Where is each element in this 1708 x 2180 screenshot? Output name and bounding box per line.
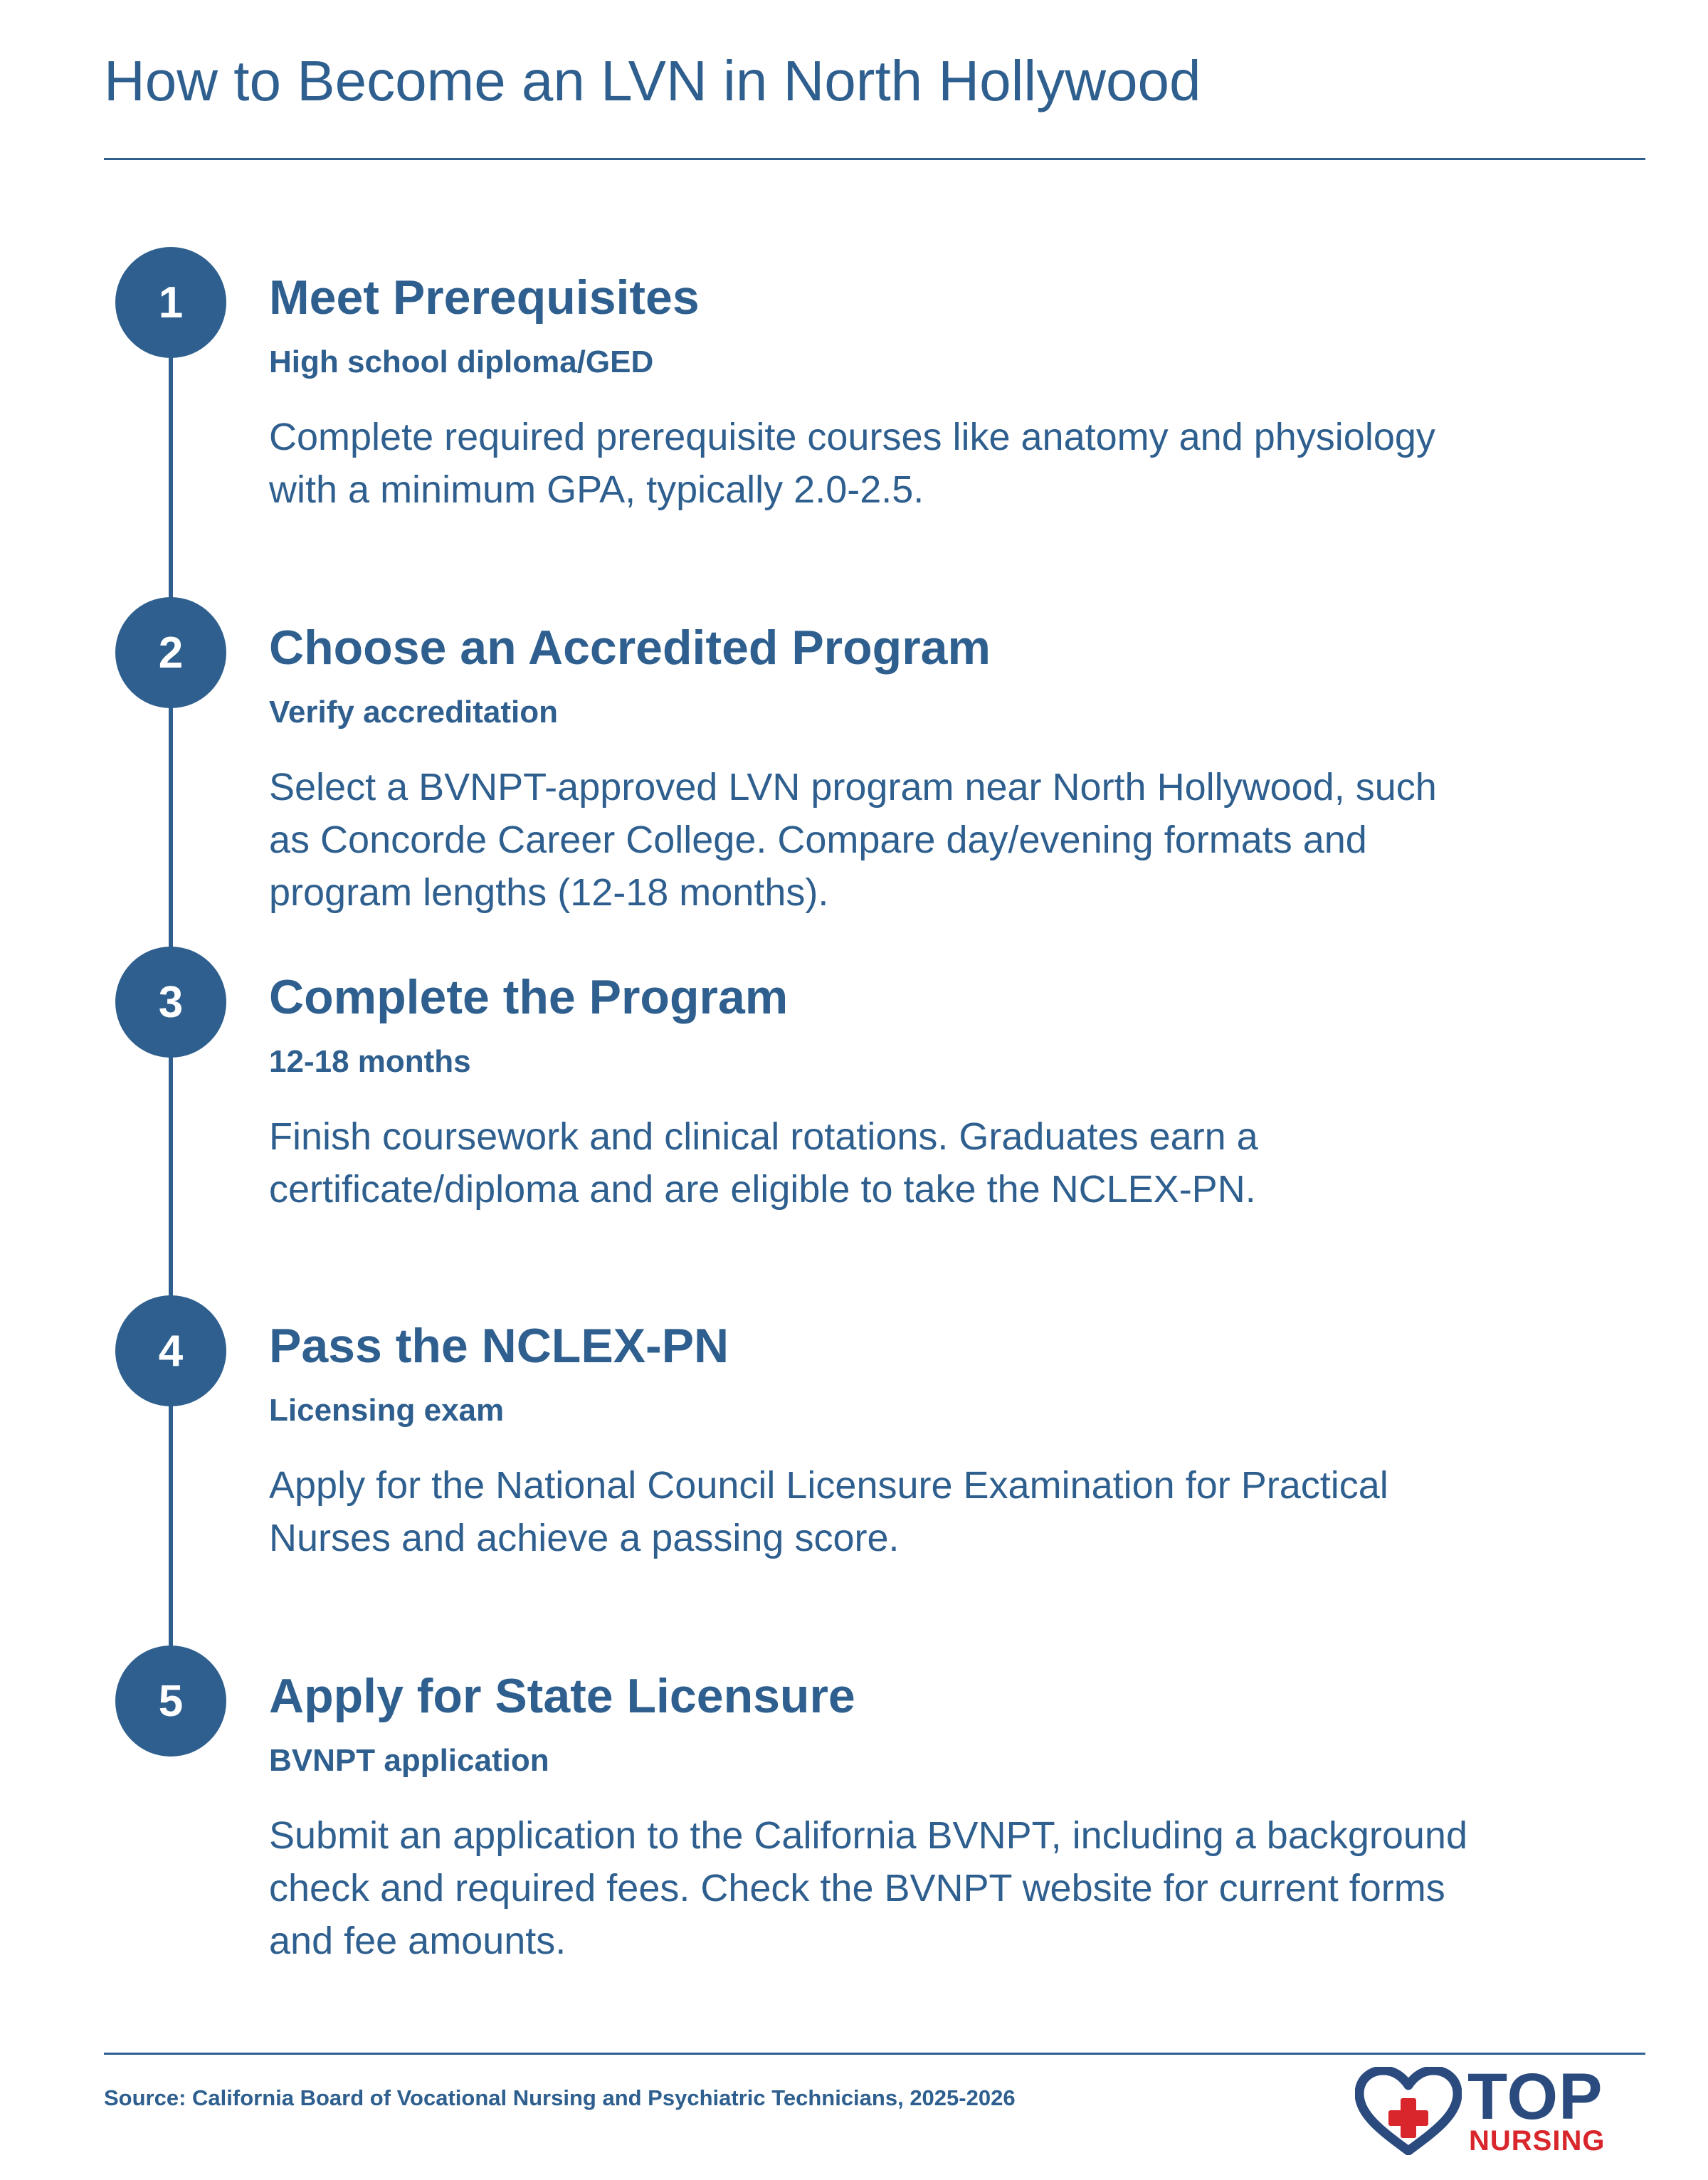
step-description: Select a BVNPT-approved LVN program near North Hollywood, such as Concorde Career College. Compare day/evening formats and program lengths (12-18 months). [269,766,1437,914]
step-subtitle: 12-18 months [269,1044,471,1079]
step-number-badge: 3 [115,947,226,1058]
top-nursing-logo [1355,2060,1647,2157]
page-title: How to Become an LVN in North Hollywood [104,49,1201,112]
step-number-badge: 1 [115,247,226,358]
step-subtitle: Verify accreditation [269,695,558,730]
step-subtitle: BVNPT application [269,1743,549,1778]
step-title: Apply for State Licensure [269,1669,855,1723]
source-citation: Source: California Board of Vocational Nursing and Psychiatric Technicians, 2025-2026 [104,2085,1016,2110]
step-description: Submit an application to the California BVNPT, including a background check and required fees. Check the BVNPT website for current forms and fee amounts. [269,1814,1467,1962]
logo-wordmark-bottom: NURSING [1469,2125,1606,2157]
footer-divider [104,2053,1645,2055]
step-number-badge: 4 [115,1295,226,1406]
step-title: Choose an Accredited Program [269,621,991,675]
step-subtitle: High school diploma/GED [269,344,654,379]
logo-wordmark-top: TOP [1467,2060,1603,2133]
step-description: Complete required prerequisite courses like anatomy and physiology with a minimum GPA, typically 2.0-2.5. [269,416,1435,511]
step-number-badge: 5 [115,1645,226,1757]
step-title: Meet Prerequisites [269,270,700,325]
step-title: Complete the Program [269,970,789,1024]
step-number-badge: 2 [115,597,226,708]
heart-cross-icon [1355,2067,1462,2155]
step-subtitle: Licensing exam [269,1393,505,1428]
step-description: Apply for the National Council Licensure Examination for Practical Nurses and achieve a passing score. [269,1464,1388,1559]
step-description: Finish coursework and clinical rotations. Graduates earn a certificate/diploma and are eligible to take the NCLEX-PN. [269,1115,1258,1211]
header-divider [104,158,1645,160]
step-title: Pass the NCLEX-PN [269,1319,729,1373]
